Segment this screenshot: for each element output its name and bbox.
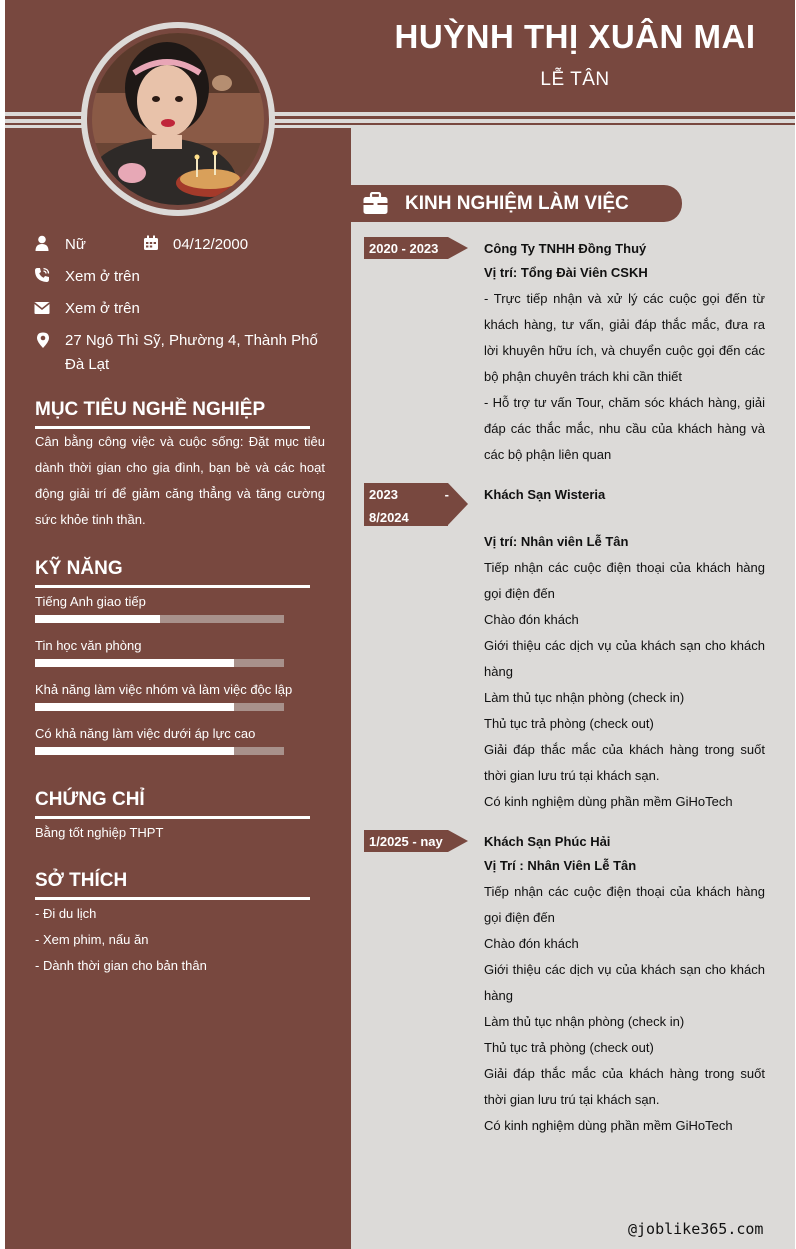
job-desc-item: Giải đáp thắc mắc của khách hàng trong suốt thời gian lưu trú tại khách sạn.	[484, 742, 765, 783]
job-desc-item: Giải đáp thắc mắc của khách hàng trong suốt thời gian lưu trú tại khách sạn.	[484, 1066, 765, 1107]
user-icon	[34, 235, 50, 251]
skill-label: Tiếng Anh giao tiếp	[35, 594, 146, 609]
skill-bar-fill	[35, 747, 234, 755]
skill-bar	[35, 615, 284, 623]
job-desc-item: Thủ tục trả phòng (check out)	[484, 716, 654, 731]
job-position: Vị Trí : Nhân Viên Lễ Tân	[484, 858, 637, 873]
job-date: 1/2025 - nay	[369, 834, 443, 849]
address: 27 Ngô Thì Sỹ, Phường 4, Thành Phố Đà Lạt	[65, 332, 318, 373]
avatar	[92, 33, 264, 205]
certificates-title: CHỨNG CHỈ	[35, 789, 145, 810]
skill-bar-fill	[35, 659, 234, 667]
job-desc-item: Chào đón khách	[484, 612, 579, 627]
skills-title: KỸ NĂNG	[35, 558, 123, 579]
job-desc-item: Làm thủ tục nhận phòng (check in)	[484, 1014, 685, 1029]
job-desc-item: Có kinh nghiệm dùng phần mềm GiHoTech	[484, 1118, 733, 1133]
job-desc-item: Chào đón khách	[484, 936, 579, 951]
objective-text: Cân bằng công việc và cuộc sống: Đặt mục tiêu dành thời gian cho gia đình, bạn bè và các hoạt động giải trí để giảm căng thẳng và tăng cường sức khỏe tinh thần.	[35, 434, 325, 527]
job-desc-item: Giới thiệu các dịch vụ của khách sạn cho khách hàng	[484, 962, 765, 1003]
job-desc-item: Làm thủ tục nhận phòng (check in)	[484, 690, 685, 705]
email: Xem ở trên	[65, 300, 140, 317]
job-desc-item: Thủ tục trả phòng (check out)	[484, 1040, 654, 1055]
location-icon	[35, 332, 51, 348]
job-date-end: 8/2024	[369, 510, 409, 525]
job-date: 2020 - 2023	[369, 241, 439, 256]
skill-label: Có khả năng làm việc dưới áp lực cao	[35, 726, 256, 741]
phone: Xem ở trên	[65, 268, 140, 285]
certificates-rule	[35, 816, 310, 819]
skill-bar	[35, 703, 284, 711]
job-position: Vị trí: Tổng Đài Viên CSKH	[484, 265, 648, 280]
skill-bar	[35, 659, 284, 667]
hobby-item: - Dành thời gian cho bản thân	[35, 958, 207, 973]
skill-bar-fill	[35, 703, 234, 711]
job-desc-item: Tiếp nhận các cuộc điện thoại của khách hàng gọi điện đến	[484, 884, 765, 925]
footer-watermark: @joblike365.com	[628, 1220, 764, 1238]
job-desc-item: Giới thiệu các dịch vụ của khách sạn cho khách hàng	[484, 638, 765, 679]
cv-page	[5, 0, 795, 1249]
gender: Nữ	[65, 236, 86, 253]
job-date: 2023 -	[369, 487, 449, 502]
job-desc-item: Có kinh nghiệm dùng phần mềm GiHoTech	[484, 794, 733, 809]
skill-bar-fill	[35, 615, 160, 623]
briefcase-icon	[363, 192, 388, 215]
calendar-icon	[143, 235, 159, 251]
job-desc-item: - Hỗ trợ tư vấn Tour, chăm sóc khách hàng, giải đáp các thắc mắc, nhu cầu của khách hàng và các bộ phận liên quan	[484, 395, 765, 462]
candidate-role: LỄ TÂN	[540, 69, 610, 90]
skill-label: Tin học văn phòng	[35, 638, 142, 653]
skills-rule	[35, 585, 310, 588]
job-company: Khách Sạn Wisteria	[484, 487, 606, 502]
candidate-name: HUỲNH THỊ XUÂN MAI	[394, 18, 756, 55]
job-desc-item: - Trực tiếp nhận và xử lý các cuộc gọi đến từ khách hàng, tư vấn, giải đáp thắc mắc, đưa ra lời khuyên hữu ích, và chuyển cuộc gọi đến các bộ phận chuyên trách khi cần thiết	[484, 291, 765, 384]
birthday: 04/12/2000	[173, 236, 249, 253]
job-company: Công Ty TNHH Đồng Thuý	[484, 241, 647, 256]
hobbies-title: SỞ THÍCH	[35, 870, 128, 891]
experience-title: KINH NGHIỆM LÀM VIỆC	[405, 193, 629, 214]
email-icon	[34, 300, 50, 316]
skill-label: Khả năng làm việc nhóm và làm việc độc lập	[35, 682, 293, 697]
job-desc-item: Tiếp nhận các cuộc điện thoại của khách hàng gọi điện đến	[484, 560, 765, 601]
job-company: Khách Sạn Phúc Hải	[484, 834, 611, 849]
objective-title: MỤC TIÊU NGHỀ NGHIỆP	[35, 399, 266, 420]
hobbies-rule	[35, 897, 310, 900]
certificate-item: Bằng tốt nghiệp THPT	[35, 825, 164, 840]
hobby-item: - Đi du lịch	[35, 906, 97, 921]
skill-bar	[35, 747, 284, 755]
hobby-item: - Xem phim, nấu ăn	[35, 932, 149, 947]
job-position: Vị trí: Nhân viên Lễ Tân	[484, 534, 629, 549]
phone-icon	[34, 267, 50, 283]
